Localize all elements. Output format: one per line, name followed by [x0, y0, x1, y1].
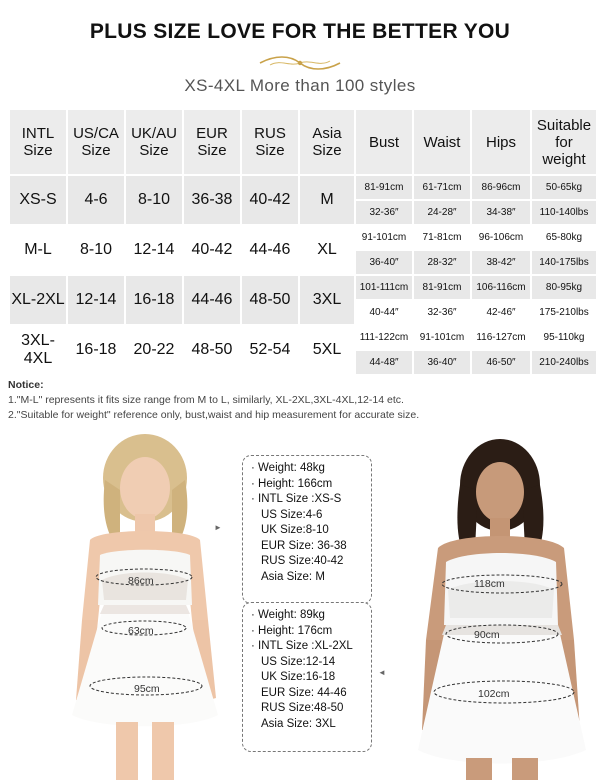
header-bust: Bust: [356, 110, 412, 174]
cell-us: 16-18: [68, 326, 124, 374]
cell-intl: XS-S: [10, 176, 66, 224]
model1-height: · Height: 166cm: [251, 477, 333, 490]
model2-asia-size: Asia Size: 3XL: [261, 717, 336, 730]
cell-uk: 8-10: [126, 176, 182, 224]
cell-waist-in: 36-40″: [414, 351, 470, 374]
table-row: [10, 326, 596, 349]
cell-waist-cm: 61-71cm: [414, 176, 470, 199]
cell-bust-in: 32-36″: [356, 201, 412, 224]
cell-waist-cm: 91-101cm: [414, 326, 470, 349]
table-row: [10, 176, 596, 199]
cell-hips-cm: 116-127cm: [472, 326, 530, 349]
gold-flourish-ornament: [255, 53, 345, 73]
model2-us-size: US Size:12-14: [261, 655, 336, 668]
model1-intl-size: · INTL Size :XS-S: [251, 493, 342, 505]
model1-eur-size: EUR Size: 36-38: [261, 539, 347, 552]
cell-us: 4-6: [68, 176, 124, 224]
model-photo-right: [408, 430, 600, 780]
notice-block: [8, 378, 419, 423]
model2-weight: · Weight: 89kg: [251, 609, 325, 621]
header-weight: Suitable for weight: [532, 110, 596, 174]
cell-hips-cm: 96-106cm: [472, 226, 530, 249]
header-waist: Waist: [414, 110, 470, 174]
cell-hips-in: 34-38″: [472, 201, 530, 224]
cell-waist-in: 24-28″: [414, 201, 470, 224]
model2-uk-size: UK Size:16-18: [261, 671, 336, 683]
table-row: [10, 226, 596, 249]
cell-bust-cm: 91-101cm: [356, 226, 412, 249]
cell-intl: M-L: [10, 226, 66, 274]
cell-hips-cm: 86-96cm: [472, 176, 530, 199]
cell-hips-in: 46-50″: [472, 351, 530, 374]
table-header-row: [10, 110, 596, 174]
cell-intl: XL-2XL: [10, 276, 66, 324]
cell-waist-cm: 81-91cm: [414, 276, 470, 299]
cell-weight-lbs: 210-240lbs: [532, 351, 596, 374]
cell-bust-cm: 111-122cm: [356, 326, 412, 349]
cell-eur: 40-42: [184, 226, 240, 274]
arrow-icon-right: ◄: [378, 668, 386, 677]
cell-bust-cm: 81-91cm: [356, 176, 412, 199]
cell-us: 12-14: [68, 276, 124, 324]
notice-line-1: 1."M-L" represents it fits size range from M to L, similarly, XL-2XL,3XL-4XL,12-14 etc.: [8, 394, 404, 406]
cell-uk: 16-18: [126, 276, 182, 324]
header-intl-size: INTL Size: [10, 110, 66, 174]
model-photo-left: [40, 430, 250, 780]
cell-weight-kg: 95-110kg: [532, 326, 596, 349]
cell-eur: 44-46: [184, 276, 240, 324]
cell-hips-in: 38-42″: [472, 251, 530, 274]
cell-waist-in: 28-32″: [414, 251, 470, 274]
cell-rus: 40-42: [242, 176, 298, 224]
cell-eur: 48-50: [184, 326, 240, 374]
cell-uk: 20-22: [126, 326, 182, 374]
cell-weight-lbs: 140-175lbs: [532, 251, 596, 274]
cell-waist-in: 32-36″: [414, 301, 470, 324]
header-eur-size: EUR Size: [184, 110, 240, 174]
model2-intl-size: · INTL Size :XL-2XL: [251, 640, 353, 652]
cell-us: 8-10: [68, 226, 124, 274]
cell-bust-in: 40-44″: [356, 301, 412, 324]
model2-rus-size: RUS Size:48-50: [261, 702, 344, 714]
model1-bust-label: 86cm: [128, 575, 154, 587]
cell-asia: M: [300, 176, 354, 224]
cell-rus: 52-54: [242, 326, 298, 374]
cell-rus: 44-46: [242, 226, 298, 274]
header-hips: Hips: [472, 110, 530, 174]
header-us-size: US/CA Size: [68, 110, 124, 174]
cell-eur: 36-38: [184, 176, 240, 224]
notice-line-2: 2."Suitable for weight" reference only, bust,waist and hip measurement for accurate size.: [8, 409, 420, 421]
model2-height: · Height: 176cm: [251, 624, 333, 637]
model1-rus-size: RUS Size:40-42: [261, 555, 344, 567]
cell-asia: 5XL: [300, 326, 354, 374]
cell-intl: 3XL-4XL: [10, 326, 66, 374]
table-row: [10, 276, 596, 299]
model1-asia-size: Asia Size: M: [261, 570, 325, 583]
model1-weight: · Weight: 48kg: [251, 462, 325, 474]
cell-bust-cm: 101-111cm: [356, 276, 412, 299]
cell-asia: XL: [300, 226, 354, 274]
cell-weight-kg: 50-65kg: [532, 176, 596, 199]
model1-us-size: US Size:4-6: [261, 508, 323, 521]
arrow-icon-left: ►: [214, 523, 222, 532]
model2-info-box: [242, 602, 372, 752]
cell-weight-kg: 65-80kg: [532, 226, 596, 249]
page-subtitle: XS-4XL More than 100 styles: [184, 76, 416, 95]
cell-uk: 12-14: [126, 226, 182, 274]
cell-weight-kg: 80-95kg: [532, 276, 596, 299]
cell-rus: 48-50: [242, 276, 298, 324]
model2-hips-label: 102cm: [478, 688, 510, 700]
model1-hips-label: 95cm: [134, 683, 160, 695]
model1-waist-label: 63cm: [128, 625, 154, 637]
cell-hips-cm: 106-116cm: [472, 276, 530, 299]
cell-hips-in: 42-46″: [472, 301, 530, 324]
cell-asia: 3XL: [300, 276, 354, 324]
cell-weight-lbs: 175-210lbs: [532, 301, 596, 324]
model2-bust-label: 118cm: [474, 578, 505, 590]
cell-waist-cm: 71-81cm: [414, 226, 470, 249]
model2-waist-label: 90cm: [474, 629, 500, 641]
cell-bust-in: 36-40″: [356, 251, 412, 274]
header-uk-size: UK/AU Size: [126, 110, 182, 174]
model1-uk-size: UK Size:8-10: [261, 524, 329, 536]
cell-bust-in: 44-48″: [356, 351, 412, 374]
model2-eur-size: EUR Size: 44-46: [261, 686, 347, 699]
cell-weight-lbs: 110-140lbs: [532, 201, 596, 224]
page-title: PLUS SIZE LOVE FOR THE BETTER YOU: [89, 20, 511, 43]
size-chart-table: [8, 108, 598, 376]
header-asia-size: Asia Size: [300, 110, 354, 174]
header-rus-size: RUS Size: [242, 110, 298, 174]
model1-info-box: [242, 455, 372, 604]
notice-title: Notice:: [8, 379, 44, 391]
